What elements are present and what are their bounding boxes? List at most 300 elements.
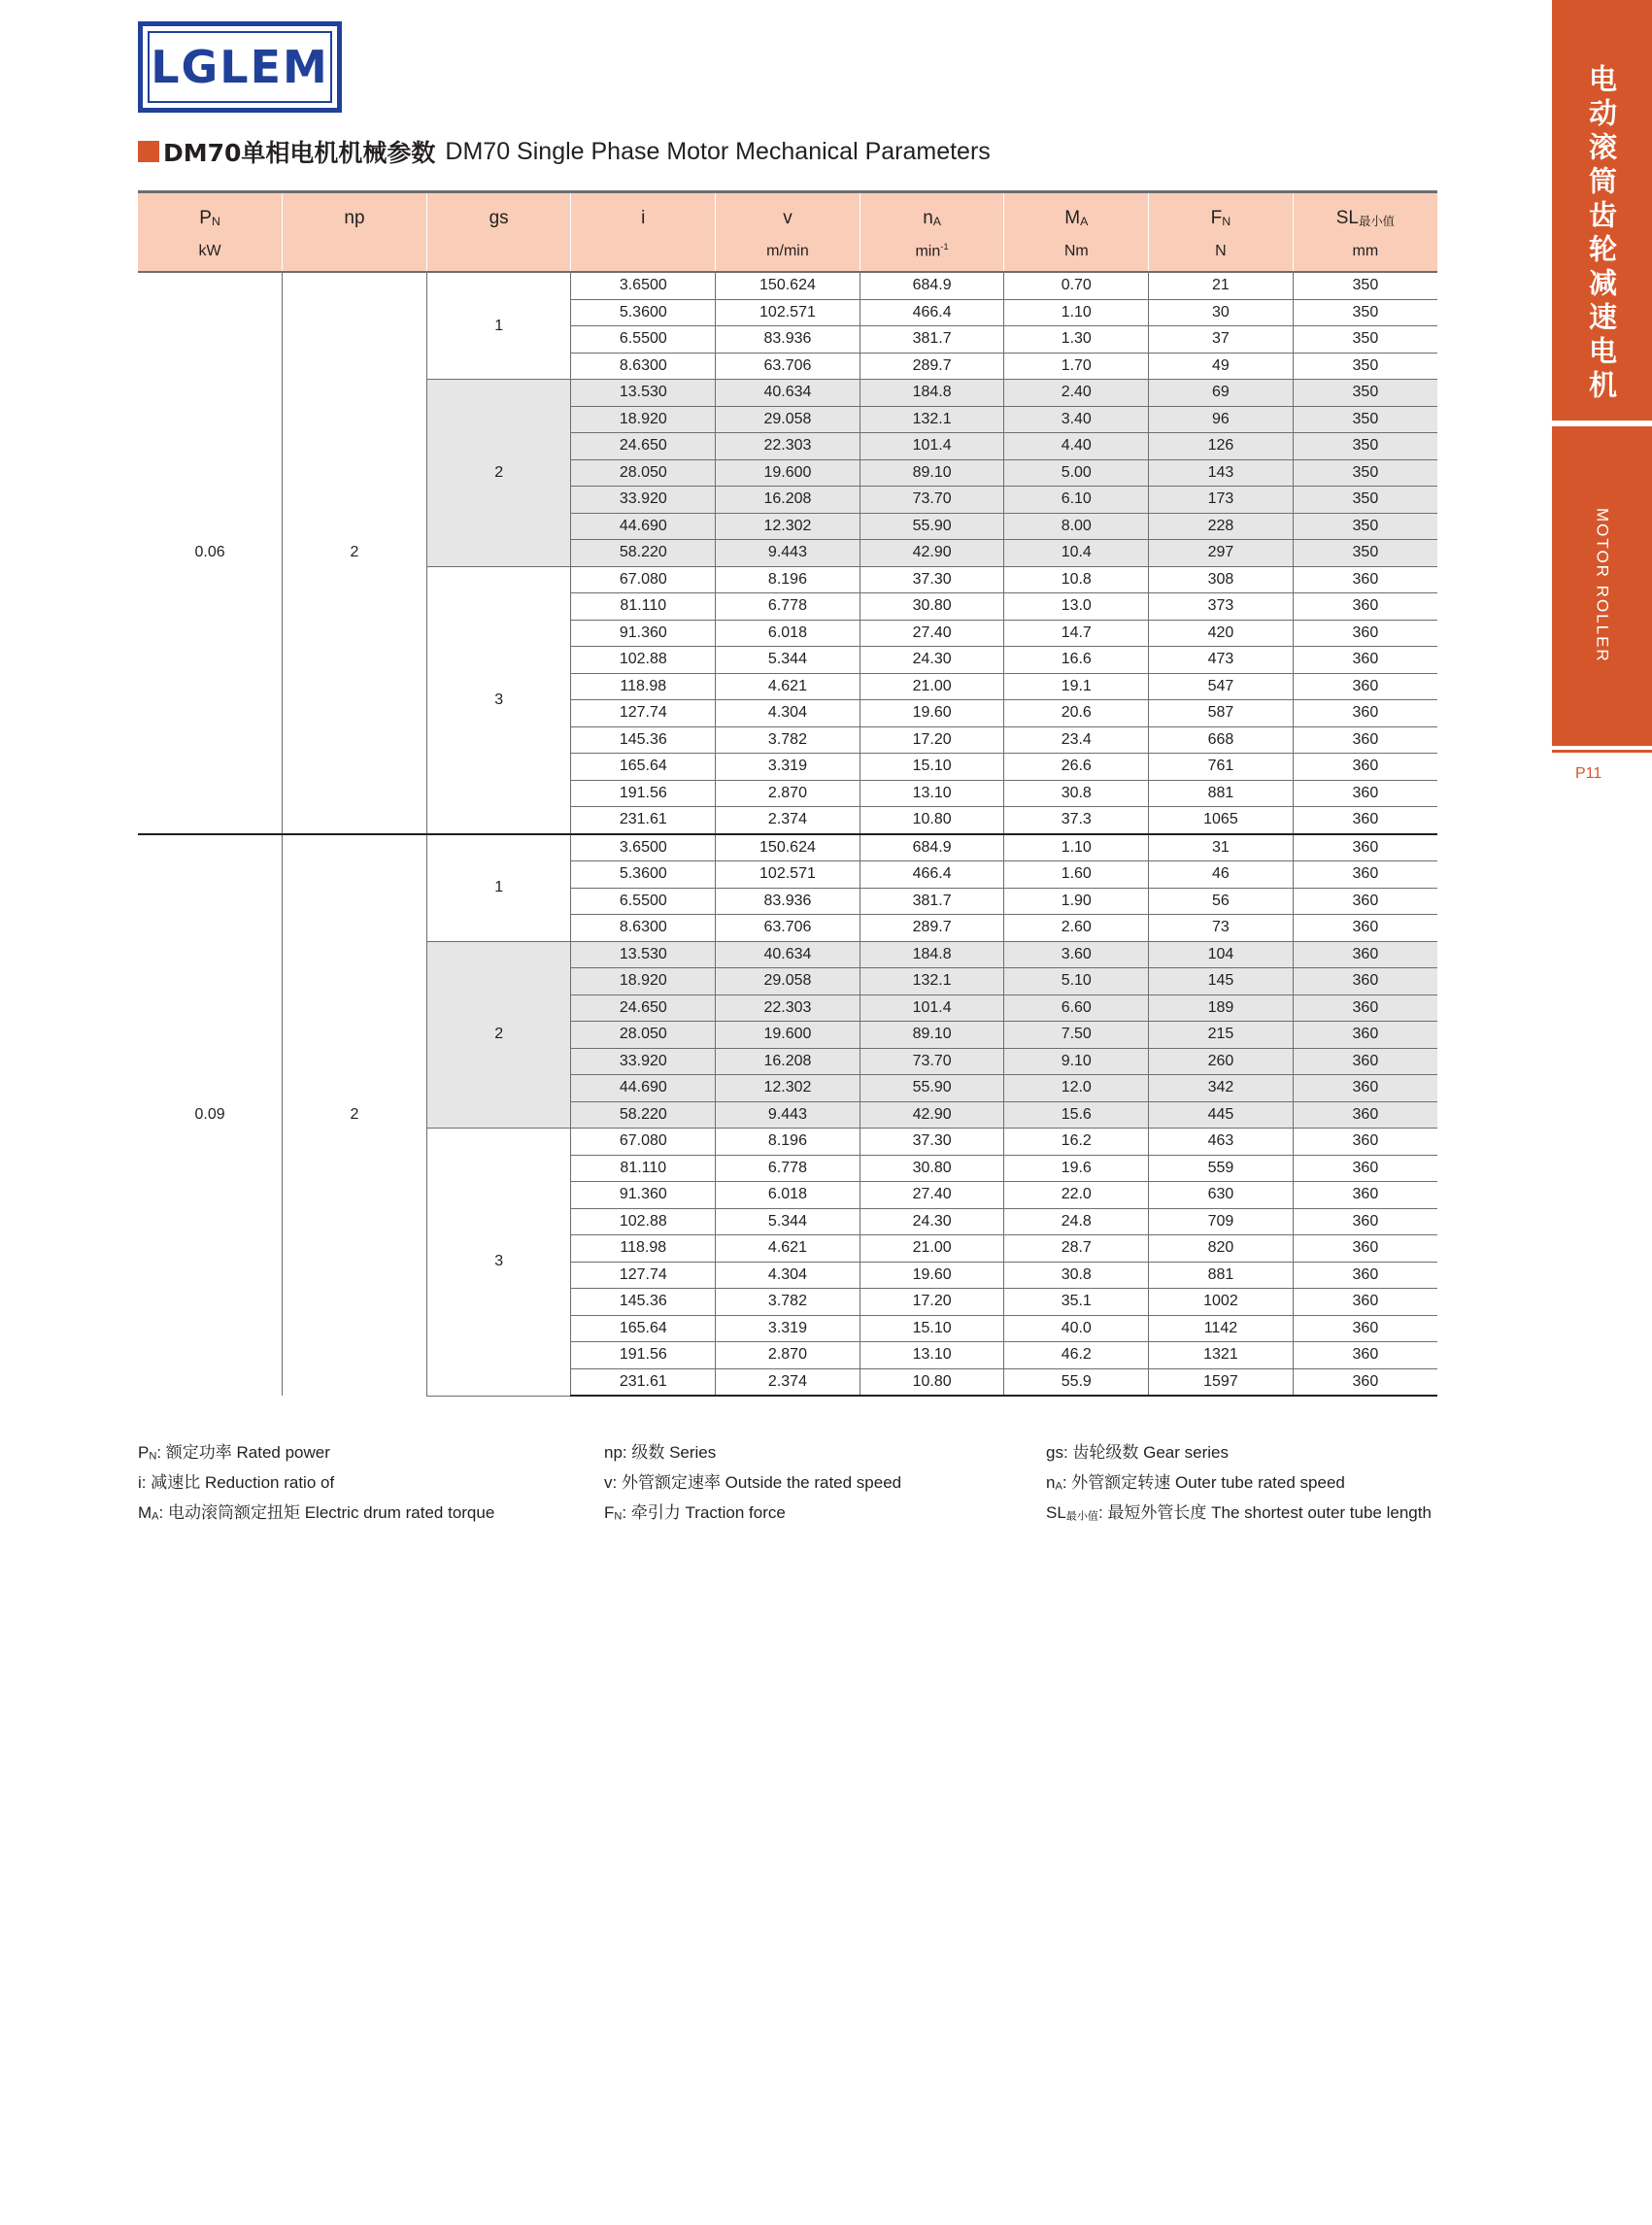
cell-fn: 668 — [1149, 726, 1294, 754]
cell-v: 12.302 — [716, 1075, 860, 1102]
unit-gs — [426, 238, 571, 272]
cell-v: 5.344 — [716, 647, 860, 674]
cell-fn: 373 — [1149, 593, 1294, 621]
cell-fn: 49 — [1149, 353, 1294, 380]
legend-row — [138, 1466, 1478, 1496]
cell-ma: 40.0 — [1004, 1315, 1149, 1342]
unit-i — [571, 238, 716, 272]
cell-fn: 126 — [1149, 433, 1294, 460]
cell-ma: 5.10 — [1004, 968, 1149, 995]
cell-i: 13.530 — [571, 941, 716, 968]
cell-na: 42.90 — [860, 1101, 1004, 1129]
cell-v: 6.018 — [716, 620, 860, 647]
cell-na: 19.60 — [860, 700, 1004, 727]
cell-v: 4.621 — [716, 1235, 860, 1263]
cell-na: 89.10 — [860, 1022, 1004, 1049]
cell-ma: 1.10 — [1004, 834, 1149, 861]
cell-na: 13.10 — [860, 1342, 1004, 1369]
cell-sl: 360 — [1293, 1342, 1437, 1369]
cell-fn: 547 — [1149, 673, 1294, 700]
cell-sl: 360 — [1293, 1368, 1437, 1396]
cell-i: 8.6300 — [571, 915, 716, 942]
table-section — [138, 272, 1437, 834]
cell-na: 89.10 — [860, 459, 1004, 487]
cell-i: 231.61 — [571, 1368, 716, 1396]
cell-i: 3.6500 — [571, 834, 716, 861]
cell-ma: 55.9 — [1004, 1368, 1149, 1396]
sidebar-section-tab — [1552, 426, 1652, 746]
cell-na: 37.30 — [860, 566, 1004, 593]
cell-na: 30.80 — [860, 593, 1004, 621]
cell-fn: 761 — [1149, 754, 1294, 781]
cell-sl: 360 — [1293, 566, 1437, 593]
cell-i: 28.050 — [571, 1022, 716, 1049]
cell-sl: 360 — [1293, 754, 1437, 781]
cell-ma: 19.1 — [1004, 673, 1149, 700]
cell-fn: 1002 — [1149, 1289, 1294, 1316]
cell-i: 13.530 — [571, 380, 716, 407]
cell-na: 73.70 — [860, 1048, 1004, 1075]
cell-ma: 1.60 — [1004, 861, 1149, 889]
page-number: P11 — [1575, 765, 1602, 782]
sidebar-category-en: MOTOR ROLLER — [1593, 508, 1612, 663]
cell-ma: 26.6 — [1004, 754, 1149, 781]
legend-sl: $SL_{最小值}$: 最短外管长度 The shortest outer tube length — [1046, 1502, 1432, 1523]
cell-i: 231.61 — [571, 807, 716, 834]
cell-v: 83.936 — [716, 888, 860, 915]
legend-row — [138, 1496, 1478, 1526]
cell-v: 40.634 — [716, 380, 860, 407]
cell-fn: 69 — [1149, 380, 1294, 407]
cell-i: 18.920 — [571, 406, 716, 433]
cell-ma: 16.2 — [1004, 1129, 1149, 1156]
cell-i: 33.920 — [571, 1048, 716, 1075]
cell-ma: 1.30 — [1004, 326, 1149, 354]
cell-v: 22.303 — [716, 433, 860, 460]
cell-v: 6.018 — [716, 1182, 860, 1209]
cell-ma: 8.00 — [1004, 513, 1149, 540]
cell-i: 67.080 — [571, 566, 716, 593]
cell-v: 2.374 — [716, 1368, 860, 1396]
cell-sl: 360 — [1293, 700, 1437, 727]
cell-i: 91.360 — [571, 1182, 716, 1209]
cell-v: 16.208 — [716, 1048, 860, 1075]
cell-ma: 15.6 — [1004, 1101, 1149, 1129]
legend — [138, 1435, 1478, 1526]
cell-sl: 360 — [1293, 834, 1437, 861]
cell-sl: 350 — [1293, 513, 1437, 540]
cell-ma: 2.60 — [1004, 915, 1149, 942]
cell-i: 145.36 — [571, 1289, 716, 1316]
cell-sl: 360 — [1293, 780, 1437, 807]
cell-fn: 46 — [1149, 861, 1294, 889]
title-marker-icon — [138, 141, 159, 162]
cell-i: 127.74 — [571, 700, 716, 727]
table-header-row — [138, 192, 1437, 239]
cell-fn: 587 — [1149, 700, 1294, 727]
cell-v: 3.782 — [716, 726, 860, 754]
cell-i: 44.690 — [571, 1075, 716, 1102]
cell-na: 184.8 — [860, 941, 1004, 968]
header-pn: $P_N$ — [138, 192, 283, 239]
unit-fn: N — [1149, 238, 1294, 272]
cell-fn: 96 — [1149, 406, 1294, 433]
cell-i: 3.6500 — [571, 272, 716, 299]
cell-ma: 7.50 — [1004, 1022, 1149, 1049]
cell-fn: 260 — [1149, 1048, 1294, 1075]
header-v: v — [716, 192, 860, 239]
cell-ma: 30.8 — [1004, 1262, 1149, 1289]
page-title — [138, 134, 991, 169]
unit-np — [283, 238, 427, 272]
cell-ma: 4.40 — [1004, 433, 1149, 460]
cell-sl: 350 — [1293, 433, 1437, 460]
cell-fn: 31 — [1149, 834, 1294, 861]
cell-ma: 6.10 — [1004, 487, 1149, 514]
cell-i: 5.3600 — [571, 299, 716, 326]
cell-na: 184.8 — [860, 380, 1004, 407]
cell-sl: 360 — [1293, 1182, 1437, 1209]
title-en: DM70 Single Phase Motor Mechanical Parameters — [445, 137, 991, 165]
unit-sl: mm — [1293, 238, 1437, 272]
cell-na: 55.90 — [860, 1075, 1004, 1102]
cell-fn: 709 — [1149, 1208, 1294, 1235]
cell-i: 6.5500 — [571, 888, 716, 915]
cell-v: 6.778 — [716, 1155, 860, 1182]
cell-sl: 360 — [1293, 593, 1437, 621]
cell-v: 9.443 — [716, 1101, 860, 1129]
cell-na: 15.10 — [860, 754, 1004, 781]
header-ma: $M_A$ — [1004, 192, 1149, 239]
cell-na: 289.7 — [860, 353, 1004, 380]
cell-sl: 360 — [1293, 1235, 1437, 1263]
cell-v: 83.936 — [716, 326, 860, 354]
cell-na: 684.9 — [860, 834, 1004, 861]
cell-na: 132.1 — [860, 968, 1004, 995]
cell-sl: 350 — [1293, 406, 1437, 433]
cell-gs: 3 — [426, 1129, 571, 1397]
cell-sl: 360 — [1293, 807, 1437, 834]
cell-na: 10.80 — [860, 807, 1004, 834]
cell-ma: 1.10 — [1004, 299, 1149, 326]
cell-i: 8.6300 — [571, 353, 716, 380]
cell-pn: 0.06 — [194, 544, 225, 561]
cell-i: 102.88 — [571, 1208, 716, 1235]
cell-sl: 360 — [1293, 1155, 1437, 1182]
cell-v: 4.621 — [716, 673, 860, 700]
cell-na: 132.1 — [860, 406, 1004, 433]
cell-na: 381.7 — [860, 326, 1004, 354]
cell-ma: 5.00 — [1004, 459, 1149, 487]
cell-pn: 0.09 — [138, 834, 283, 1397]
cell-fn: 228 — [1149, 513, 1294, 540]
cell-na: 15.10 — [860, 1315, 1004, 1342]
header-i: i — [571, 192, 716, 239]
cell-na: 10.80 — [860, 1368, 1004, 1396]
cell-sl: 360 — [1293, 647, 1437, 674]
cell-fn: 37 — [1149, 326, 1294, 354]
cell-sl: 360 — [1293, 1208, 1437, 1235]
cell-i: 127.74 — [571, 1262, 716, 1289]
cell-v: 4.304 — [716, 1262, 860, 1289]
cell-sl: 360 — [1293, 1262, 1437, 1289]
cell-v: 16.208 — [716, 487, 860, 514]
cell-ma: 6.60 — [1004, 995, 1149, 1022]
cell-ma: 30.8 — [1004, 780, 1149, 807]
cell-na: 466.4 — [860, 299, 1004, 326]
cell-fn: 559 — [1149, 1155, 1294, 1182]
legend-np: np: 级数 Series — [604, 1443, 717, 1462]
cell-sl: 360 — [1293, 915, 1437, 942]
cell-i: 165.64 — [571, 754, 716, 781]
table-section — [138, 834, 1437, 1397]
cell-ma: 12.0 — [1004, 1075, 1149, 1102]
parameters-table — [138, 190, 1437, 1397]
cell-na: 27.40 — [860, 1182, 1004, 1209]
cell-i: 58.220 — [571, 1101, 716, 1129]
cell-i: 24.650 — [571, 995, 716, 1022]
cell-na: 55.90 — [860, 513, 1004, 540]
cell-fn: 445 — [1149, 1101, 1294, 1129]
cell-gs: 3 — [426, 566, 571, 834]
cell-i: 81.110 — [571, 593, 716, 621]
cell-v: 150.624 — [716, 834, 860, 861]
cell-i: 24.650 — [571, 433, 716, 460]
cell-na: 21.00 — [860, 1235, 1004, 1263]
cell-v: 5.344 — [716, 1208, 860, 1235]
cell-v: 3.782 — [716, 1289, 860, 1316]
cell-sl: 360 — [1293, 620, 1437, 647]
cell-sl: 360 — [1293, 968, 1437, 995]
cell-na: 381.7 — [860, 888, 1004, 915]
cell-na: 21.00 — [860, 673, 1004, 700]
cell-sl: 350 — [1293, 459, 1437, 487]
cell-i: 33.920 — [571, 487, 716, 514]
cell-fn: 1065 — [1149, 807, 1294, 834]
cell-ma: 1.70 — [1004, 353, 1149, 380]
cell-i: 165.64 — [571, 1315, 716, 1342]
cell-v: 29.058 — [716, 406, 860, 433]
cell-i: 191.56 — [571, 1342, 716, 1369]
cell-sl: 350 — [1293, 272, 1437, 299]
legend-i: i: 减速比 Reduction ratio of — [138, 1473, 335, 1492]
cell-i: 145.36 — [571, 726, 716, 754]
unit-v: m/min — [716, 238, 860, 272]
cell-ma: 19.6 — [1004, 1155, 1149, 1182]
cell-na: 17.20 — [860, 1289, 1004, 1316]
cell-v: 63.706 — [716, 915, 860, 942]
cell-fn: 308 — [1149, 566, 1294, 593]
cell-i: 6.5500 — [571, 326, 716, 354]
cell-na: 73.70 — [860, 487, 1004, 514]
cell-v: 3.319 — [716, 754, 860, 781]
cell-v: 3.319 — [716, 1315, 860, 1342]
cell-v: 2.374 — [716, 807, 860, 834]
cell-na: 13.10 — [860, 780, 1004, 807]
cell-fn: 1597 — [1149, 1368, 1294, 1396]
cell-sl: 350 — [1293, 326, 1437, 354]
unit-na: $\min^{-1}$ — [860, 238, 1004, 272]
cell-fn: 173 — [1149, 487, 1294, 514]
header-sl: $SL_{最小值}$ — [1293, 192, 1437, 239]
cell-na: 42.90 — [860, 540, 1004, 567]
cell-i: 118.98 — [571, 1235, 716, 1263]
cell-fn: 73 — [1149, 915, 1294, 942]
cell-sl: 350 — [1293, 299, 1437, 326]
cell-fn: 189 — [1149, 995, 1294, 1022]
cell-v: 6.778 — [716, 593, 860, 621]
cell-v: 2.870 — [716, 1342, 860, 1369]
legend-fn: $F_N$: 牵引力 Traction force — [604, 1503, 786, 1523]
cell-sl: 360 — [1293, 941, 1437, 968]
cell-na: 101.4 — [860, 995, 1004, 1022]
cell-sl: 360 — [1293, 673, 1437, 700]
cell-fn: 30 — [1149, 299, 1294, 326]
cell-sl: 360 — [1293, 995, 1437, 1022]
cell-na: 24.30 — [860, 647, 1004, 674]
cell-sl: 350 — [1293, 540, 1437, 567]
legend-pn: $P_N$: 额定功率 Rated power — [138, 1443, 330, 1463]
cell-v: 150.624 — [716, 272, 860, 299]
sidebar-divider — [1552, 750, 1652, 753]
cell-fn: 881 — [1149, 780, 1294, 807]
cell-fn: 420 — [1149, 620, 1294, 647]
header-np: np — [283, 192, 427, 239]
cell-fn: 473 — [1149, 647, 1294, 674]
cell-sl: 360 — [1293, 1289, 1437, 1316]
cell-i: 191.56 — [571, 780, 716, 807]
cell-fn: 215 — [1149, 1022, 1294, 1049]
cell-na: 17.20 — [860, 726, 1004, 754]
cell-ma: 3.40 — [1004, 406, 1149, 433]
cell-ma: 23.4 — [1004, 726, 1149, 754]
cell-v: 12.302 — [716, 513, 860, 540]
cell-na: 37.30 — [860, 1129, 1004, 1156]
cell-v: 8.196 — [716, 1129, 860, 1156]
cell-na: 30.80 — [860, 1155, 1004, 1182]
cell-v: 40.634 — [716, 941, 860, 968]
cell-np: 2 — [283, 272, 427, 834]
table-unit-row — [138, 238, 1437, 272]
cell-ma: 37.3 — [1004, 807, 1149, 834]
cell-fn: 820 — [1149, 1235, 1294, 1263]
brand-logo — [138, 21, 342, 113]
cell-sl: 360 — [1293, 1022, 1437, 1049]
cell-sl: 350 — [1293, 353, 1437, 380]
cell-gs: 2 — [426, 941, 571, 1129]
cell-ma: 1.90 — [1004, 888, 1149, 915]
cell-na: 466.4 — [860, 861, 1004, 889]
cell-ma: 0.70 — [1004, 272, 1149, 299]
table-row — [138, 834, 1437, 861]
header-na: $n_A$ — [860, 192, 1004, 239]
cell-v: 4.304 — [716, 700, 860, 727]
cell-fn: 21 — [1149, 272, 1294, 299]
cell-v: 102.571 — [716, 861, 860, 889]
title-cn: DM70单相电机机械参数 — [163, 139, 436, 167]
unit-pn: kW — [138, 238, 283, 272]
legend-row — [138, 1435, 1478, 1466]
cell-na: 684.9 — [860, 272, 1004, 299]
cell-ma: 10.8 — [1004, 566, 1149, 593]
logo-text: LGLEM — [151, 41, 329, 93]
cell-ma: 28.7 — [1004, 1235, 1149, 1263]
header-fn: $F_N$ — [1149, 192, 1294, 239]
cell-v: 29.058 — [716, 968, 860, 995]
sidebar-category-cn: 电动滚筒齿轮减速电机 — [1585, 64, 1618, 404]
cell-fn: 1142 — [1149, 1315, 1294, 1342]
cell-fn: 881 — [1149, 1262, 1294, 1289]
sidebar-category-tab — [1552, 0, 1652, 421]
cell-i: 81.110 — [571, 1155, 716, 1182]
cell-v: 9.443 — [716, 540, 860, 567]
cell-sl: 360 — [1293, 861, 1437, 889]
cell-sl: 360 — [1293, 1315, 1437, 1342]
cell-i: 67.080 — [571, 1129, 716, 1156]
cell-sl: 360 — [1293, 1101, 1437, 1129]
cell-fn: 56 — [1149, 888, 1294, 915]
cell-ma: 13.0 — [1004, 593, 1149, 621]
cell-v: 2.870 — [716, 780, 860, 807]
cell-v: 63.706 — [716, 353, 860, 380]
legend-ma: $M_A$: 电动滚筒额定扭矩 Electric drum rated torque — [138, 1503, 495, 1523]
cell-i: 118.98 — [571, 673, 716, 700]
cell-v: 19.600 — [716, 1022, 860, 1049]
cell-ma: 35.1 — [1004, 1289, 1149, 1316]
cell-ma: 16.6 — [1004, 647, 1149, 674]
cell-ma: 24.8 — [1004, 1208, 1149, 1235]
cell-sl: 360 — [1293, 1048, 1437, 1075]
cell-sl: 350 — [1293, 487, 1437, 514]
cell-fn: 143 — [1149, 459, 1294, 487]
cell-sl: 360 — [1293, 1075, 1437, 1102]
cell-gs: 1 — [426, 834, 571, 942]
cell-i: 102.88 — [571, 647, 716, 674]
unit-ma: Nm — [1004, 238, 1149, 272]
cell-fn: 630 — [1149, 1182, 1294, 1209]
table-row — [138, 272, 1437, 299]
cell-i: 44.690 — [571, 513, 716, 540]
cell-fn: 1321 — [1149, 1342, 1294, 1369]
cell-i: 18.920 — [571, 968, 716, 995]
cell-v: 8.196 — [716, 566, 860, 593]
cell-i: 91.360 — [571, 620, 716, 647]
legend-na: $n_A$: 外管额定转速 Outer tube rated speed — [1046, 1473, 1345, 1493]
legend-v: v: 外管额定速率 Outside the rated speed — [604, 1473, 902, 1492]
cell-ma: 14.7 — [1004, 620, 1149, 647]
cell-ma: 3.60 — [1004, 941, 1149, 968]
cell-ma: 2.40 — [1004, 380, 1149, 407]
cell-fn: 463 — [1149, 1129, 1294, 1156]
cell-gs: 2 — [426, 380, 571, 567]
cell-v: 22.303 — [716, 995, 860, 1022]
cell-fn: 297 — [1149, 540, 1294, 567]
cell-na: 24.30 — [860, 1208, 1004, 1235]
cell-gs: 1 — [426, 272, 571, 380]
cell-sl: 360 — [1293, 888, 1437, 915]
cell-na: 289.7 — [860, 915, 1004, 942]
cell-sl: 360 — [1293, 726, 1437, 754]
cell-ma: 46.2 — [1004, 1342, 1149, 1369]
header-gs: gs — [426, 192, 571, 239]
cell-sl: 350 — [1293, 380, 1437, 407]
cell-ma: 20.6 — [1004, 700, 1149, 727]
cell-sl: 360 — [1293, 1129, 1437, 1156]
cell-np: 2 — [283, 834, 427, 1397]
legend-gs: gs: 齿轮级数 Gear series — [1046, 1443, 1229, 1462]
cell-i: 28.050 — [571, 459, 716, 487]
cell-fn: 104 — [1149, 941, 1294, 968]
